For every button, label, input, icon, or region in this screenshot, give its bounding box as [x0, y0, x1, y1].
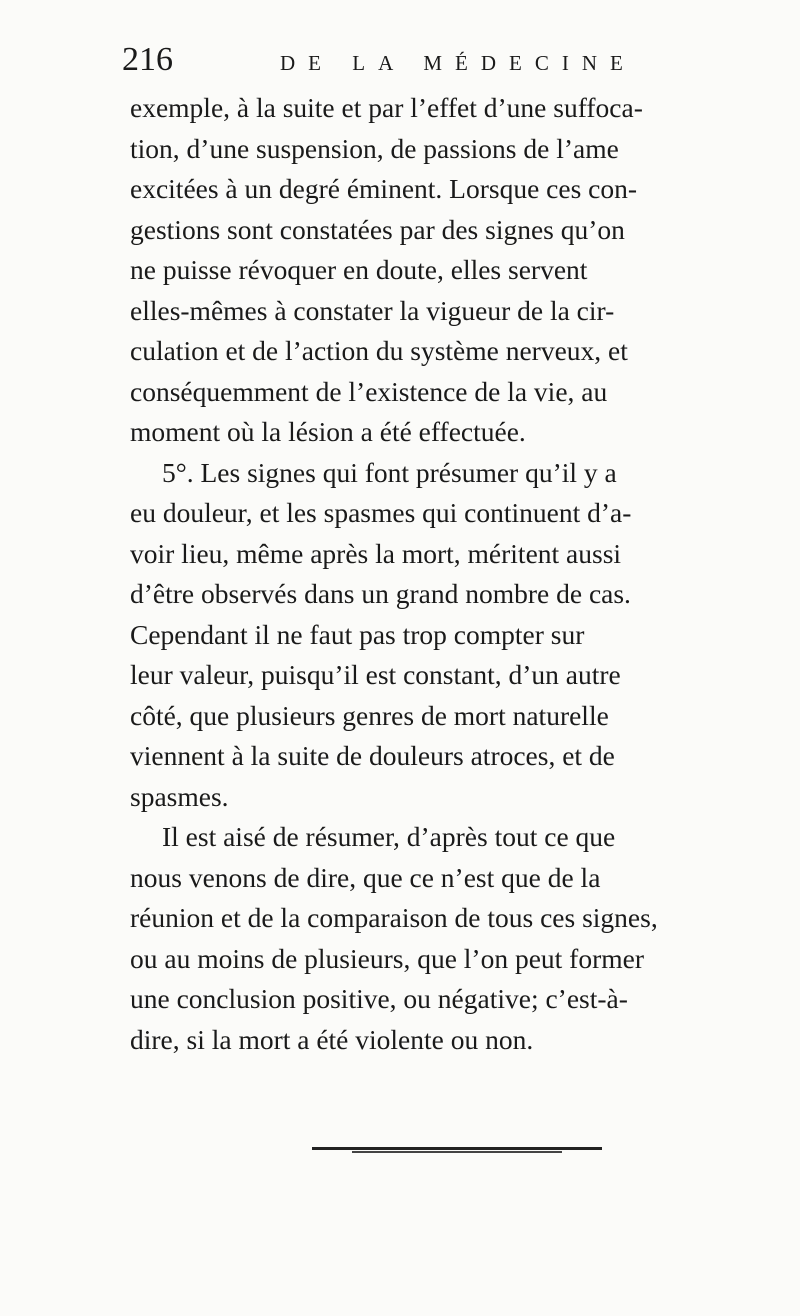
text-line: nous venons de dire, que ce n’est que de la	[130, 861, 601, 893]
text-line: conséquemment de l’existence de la vie, au	[130, 375, 608, 407]
text-line: excitées à un degré éminent. Lorsque ces con-	[130, 173, 638, 204]
page-number: 216	[122, 41, 173, 78]
closing-rule	[312, 1147, 602, 1150]
text-line: ne puisse révoquer en doute, elles servent	[130, 254, 588, 285]
running-head: DE LA MÉDECINE	[280, 51, 636, 75]
text-line: tion, d’une suspension, de passions de l’ame	[130, 132, 619, 164]
text-line: moment où la lésion a été effectuée.	[130, 416, 526, 447]
text-line: leur valeur, puisqu’il est constant, d’un autre	[130, 659, 621, 690]
text-line: côté, que plusieurs genres de mort naturelle	[130, 699, 609, 731]
text-line: viennent à la suite de douleurs atroces, et de	[130, 740, 615, 771]
text-line: voir lieu, même après la mort, méritent aussi	[130, 537, 622, 569]
text-line: d’être observés dans un grand nombre de cas.	[130, 578, 631, 609]
text-line: Cependant il ne faut pas trop compter sur	[130, 618, 585, 650]
page-header	[122, 40, 662, 80]
text-line: eu douleur, et les spasmes qui continuent d’a-	[130, 497, 632, 528]
text-line: ou au moins de plusieurs, que l’on peut former	[130, 942, 644, 974]
paragraph-start-line: Il est aisé de résumer, d’après tout ce que	[162, 821, 616, 852]
text-line: exemple, à la suite et par l’effet d’une suffoca-	[130, 92, 643, 123]
text-line: elles-mêmes à constater la vigueur de la cir-	[130, 294, 615, 326]
paragraph-start-line: 5°. Les signes qui font présumer qu’il y a	[162, 456, 617, 488]
text-line: dire, si la mort a été violente ou non.	[130, 1023, 534, 1055]
body-text	[130, 88, 770, 1060]
text-line: réunion et de la comparaison de tous ces signes,	[130, 902, 658, 933]
text-line: gestions sont constatées par des signes qu’on	[130, 213, 625, 245]
text-line: culation et de l’action du système nerveux, et	[130, 335, 628, 366]
text-line: spasmes.	[130, 780, 229, 812]
text-line: une conclusion positive, ou négative; c’est-à-	[130, 983, 628, 1014]
